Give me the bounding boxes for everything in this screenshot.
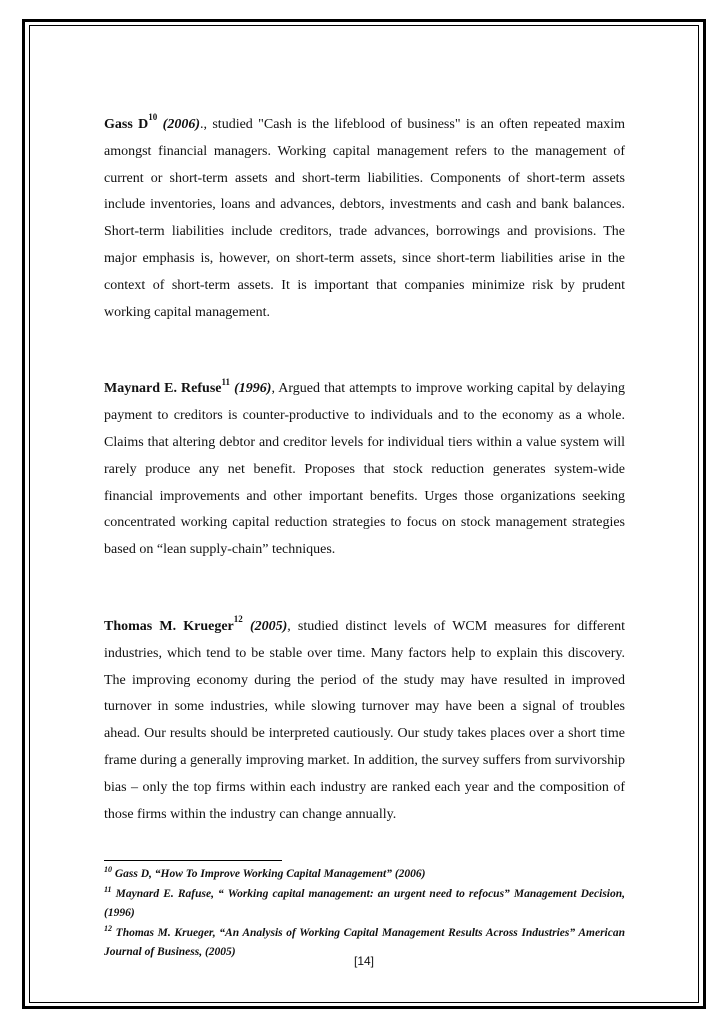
publication-year: (2005) (249, 618, 288, 634)
footnote-item (104, 865, 625, 885)
publication-year: (2006) (162, 117, 200, 132)
footnotes (104, 865, 625, 963)
paragraph-maynard (104, 376, 625, 564)
page-number: [14] (353, 954, 374, 968)
footnote-text: Maynard E. Rafuse, “ Working capital management: an urgent need to refocus” Management Decision, (1996) (104, 887, 626, 920)
page-content (104, 112, 625, 963)
publication-year: (1996) (234, 381, 272, 397)
paragraph-text: ., studied "Cash is the lifeblood of business" is an often repeated maxim amongst financial managers. Working capital management refers to the management of current or short-term assets and short-term liabilities. Components of short-term assets include inventories, loans and advances, debtors, investments and cash and bank balances. Short-term liabilities include creditors, trade advances, borrowings and provisions. The major emphasis is, however, on short-term assets, since short-term liabilities arise in the context of short-term assets. It is important that companies minimize risk by prudent working capital management. (104, 117, 626, 320)
author-name: Maynard E. Refuse (104, 381, 222, 397)
footnote-item (104, 885, 625, 924)
footnote-ref[interactable]: 12 (233, 614, 243, 625)
author-name: Gass D (104, 117, 149, 132)
paragraph-krueger (104, 614, 625, 828)
footnote-ref[interactable]: 10 (148, 112, 158, 123)
footnote-ref[interactable]: 11 (221, 376, 230, 387)
author-name: Thomas M. Krueger (104, 618, 234, 634)
footnote-number: 11 (104, 885, 112, 894)
footnote-number: 12 (104, 924, 112, 933)
footnote-divider (104, 860, 282, 861)
paragraph-gass (104, 112, 625, 326)
footnote-text: Thomas M. Krueger, “An Analysis of Working Capital Management Results Across Industries” American Journal of Business, (2005) (104, 926, 626, 959)
paragraph-text: , studied distinct levels of WCM measures for different industries, which tend to be stable over time. Many factors help to explain this discovery. The improving economy during the period of the study may have resulted in improved turnover in some industries, while slowing turnover may have been a signal of troubles ahead. Our results should be interpreted cautiously. Our study takes places over a short time frame during a generally improving market. In addition, the survey suffers from survivorship bias – only the top firms within each industry are ranked each year and the composition of those firms within the industry can change annually. (104, 618, 626, 822)
footnote-number: 10 (104, 865, 112, 875)
paragraph-text: , Argued that attempts to improve working capital by delaying payment to creditors is counter-productive to individuals and to the economy as a whole. Claims that altering debtor and creditor levels for individual tiers within a value system will rarely produce any net benefit. Proposes that stock reduction generates system-wide financial improvements and other important benefits. Urges those organizations seeking concentrated working capital reduction strategies to focus on stock management strategies based on “lean supply-chain” techniques. (104, 381, 625, 558)
footnote-text: Gass D, “How To Improve Working Capital Management” (2006) (114, 868, 426, 881)
